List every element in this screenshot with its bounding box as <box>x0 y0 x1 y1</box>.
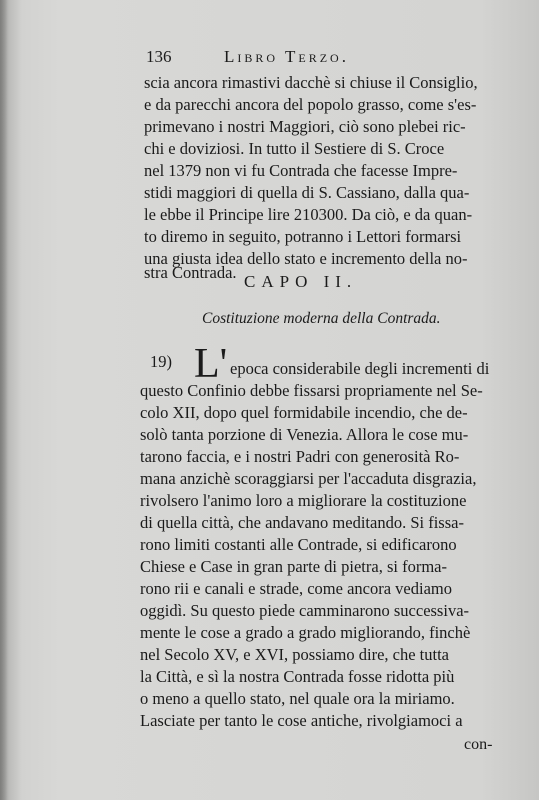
text-line: solò tanta porzione di Venezia. Allora le cose mu- <box>140 425 469 444</box>
page-number: 136 <box>146 47 172 66</box>
text-line: e da parecchi ancora del popolo grasso, come s'es- <box>144 95 477 114</box>
text-line: rono rii e canali e strade, come ancora vediamo <box>140 579 452 598</box>
text-line: primevano i nostri Maggiori, ciò sono plebei ric- <box>144 117 466 136</box>
text-line: tarono faccia, e i nostri Padri con generosità Ro- <box>140 447 460 466</box>
text-line: stidi maggiori di quella di S. Cassiano, dalla qua- <box>144 183 470 202</box>
text-line: rono limiti costanti alle Contrade, si edificarono <box>140 535 457 554</box>
paragraph-number: 19) <box>150 352 172 371</box>
text-line: questo Confinio debbe fissarsi propriamente nel Se- <box>140 381 483 400</box>
catchword: con- <box>464 736 493 753</box>
text-line: una giusta idea dello stato e incremento della no- <box>144 249 468 268</box>
text-line: mana anzichè scoraggiarsi per l'accaduta disgrazia, <box>140 469 477 488</box>
text-line: di quella città, che andavano meditando. Si fissa- <box>140 513 464 532</box>
chapter-heading: CAPO II. <box>244 272 358 291</box>
text-line: mente le cose a grado a grado migliorando, finchè <box>140 623 471 642</box>
running-title: Libro Terzo. <box>224 47 349 66</box>
page-gutter-shadow <box>0 0 8 800</box>
text-line: scia ancora rimastivi dacchè si chiuse il Consiglio, <box>144 73 478 92</box>
page-header <box>146 47 446 69</box>
text-line: oggidì. Su questo piede camminarono successiva- <box>140 601 470 620</box>
text-line: to diremo in seguito, potranno i Lettori formarsi <box>144 227 462 246</box>
text-line: la Città, e sì la nostra Contrada fosse ridotta più <box>140 667 455 686</box>
chapter-subtitle: Costituzione moderna della Contrada. <box>202 310 441 327</box>
text-line: nel Secolo XV, e XVI, possiamo dire, che tutta <box>140 645 450 664</box>
text-line: le ebbe il Principe lire 210300. Da ciò, e da quan- <box>144 205 473 224</box>
drop-cap-letter: L' <box>194 341 228 387</box>
text-line-last: stra Contrada. <box>144 263 237 282</box>
text-line: nel 1379 non vi fu Contrada che facesse Impre- <box>144 161 458 180</box>
text-line: Chiese e Case in gran parte di pietra, si forma- <box>140 557 447 576</box>
text-line: rivolsero l'animo loro a migliorare la costituzione <box>140 491 467 510</box>
text-line: chi e doviziosi. In tutto il Sestiere di S. Croce <box>144 139 445 158</box>
text-line: o meno a quello stato, nel quale ora la miriamo. <box>140 689 455 708</box>
text-line: colo XII, dopo quel formidabile incendio, che de- <box>140 403 468 422</box>
text-line: epoca considerabile degli incrementi di <box>230 359 490 378</box>
text-line: Lasciate per tanto le cose antiche, rivolgiamoci a <box>140 711 463 730</box>
